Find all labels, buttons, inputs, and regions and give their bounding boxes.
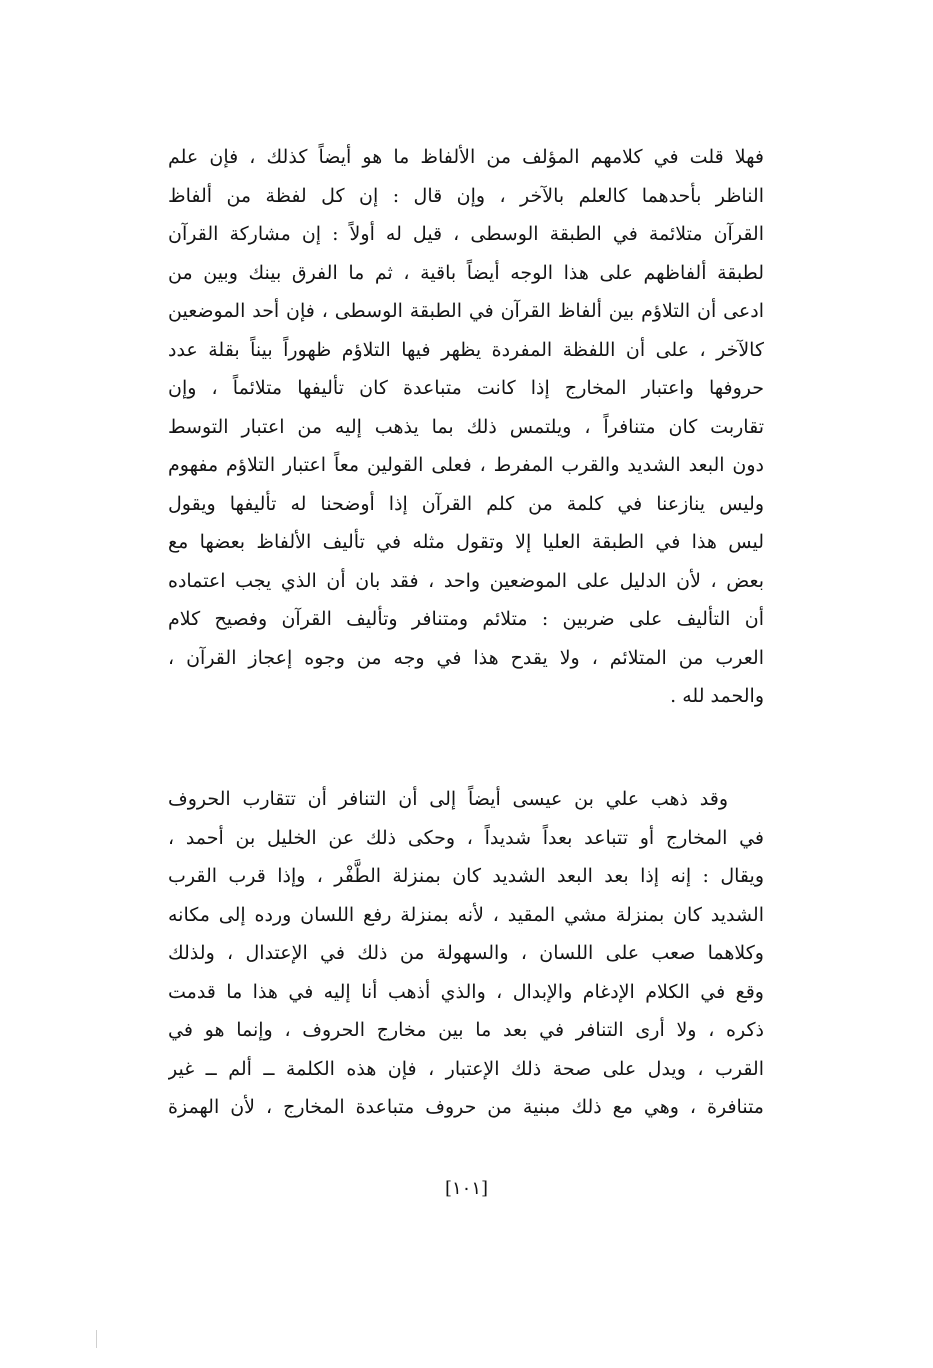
text-line: لطبقة ألفاظهم على هذا الوجه أيضاً باقية ، ثم ما الفرق بينك وبين من — [168, 261, 764, 284]
text-line: ادعى أن التلاؤم بين ألفاظ القرآن في الطبقة الوسطى ، فإن أحد الموضعين — [168, 300, 764, 322]
text-line: ويقال : إنه إذا بعد البعد الشديد كان بمنزلة الطَّفْر ، وإذا قرب القرب — [168, 865, 764, 887]
text-line: أن التأليف على ضربين : متلائم ومتنافر وتأليف القرآن وفصيح كلام — [168, 608, 764, 630]
text-line: والحمد لله . — [670, 685, 764, 707]
text-line: حروفها واعتبار المخارج إذا كانت متباعدة كان تأليفها متلائماً ، وإن — [168, 377, 764, 399]
text-line: متنافرة ، وهي مع ذلك مبنية من حروف متباعدة المخارج ، لأن الهمزة — [168, 1096, 764, 1118]
paragraph-1 — [168, 138, 764, 716]
text-line: ليس هذا في الطبقة العليا إلا وتقول مثله في تأليف الألفاظ بعضها مع — [168, 531, 764, 553]
text-line: الشديد كان بمنزلة مشي المقيد ، لأنه بمنزلة رفع اللسان ورده إلى مكانه — [168, 903, 764, 926]
text-line: تقاربت كان متنافراً ، ويلتمس ذلك بما يذهب إليه من اعتبار التوسط — [168, 415, 764, 438]
text-line: ذكره ، ولا أرى التنافر في بعد ما بين مخارج الحروف ، وإنما هو في — [168, 1019, 764, 1041]
text-line: فهلا قلت في كلامهم المؤلف من الألفاظ ما هو أيضاً كذلك ، فإن علم — [168, 146, 764, 168]
text-line: وقد ذهب علي بن عيسى أيضاً إلى أن التنافر أن تتقارب الحروف — [168, 788, 728, 810]
page-number: [١٠١] — [444, 1178, 489, 1199]
text-line: كالآخر ، على أن اللفظة المفردة يظهر فيها التلاؤم ظهوراً بيناً بقلة عدد — [168, 338, 764, 361]
text-line: العرب من المتلائم ، ولا يقدح هذا في وجه من وجوه إعجاز القرآن ، — [168, 646, 764, 669]
text-line: القرآن متلائمة في الطبقة الوسطى ، قيل له أولاً : إن مشاركة القرآن — [168, 223, 764, 245]
text-line: بعض ، لأن الدليل على الموضعين واحد ، فقد بان أن الذي يجب اعتماده — [168, 569, 764, 592]
scan-edge-mark — [96, 1330, 97, 1348]
text-line: القرب ، ويدل على صحة ذلك الإعتبار ، فإن هذه الكلمة ــ ألم ــ غير — [168, 1057, 764, 1080]
paragraph-2 — [168, 780, 764, 1127]
text-line: الناظر بأحدهما كالعلم بالآخر ، وإن قال : إن كل لفظة من ألفاظ — [168, 184, 764, 207]
text-line: في المخارج أو تتباعد بعداً شديداً ، وحكى ذلك عن الخليل بن أحمد ، — [168, 826, 764, 849]
text-line: وقع في الكلام الإدغام والإبدال ، والذي أذهب أنا إليه في هذا ما قدمت — [168, 980, 764, 1003]
text-line: وليس ينازعنا في كلمة من كلم القرآن إذا أوضحنا له تأليفها ويقول — [168, 492, 764, 515]
text-line: دون البعد الشديد والقرب المفرط ، فعلى القولين معاً اعتبار التلاؤم مفهوم — [168, 454, 764, 476]
text-line: وكلاهما صعب على اللسان ، والسهولة من ذلك في الإعتدال ، ولذلك — [168, 942, 764, 964]
